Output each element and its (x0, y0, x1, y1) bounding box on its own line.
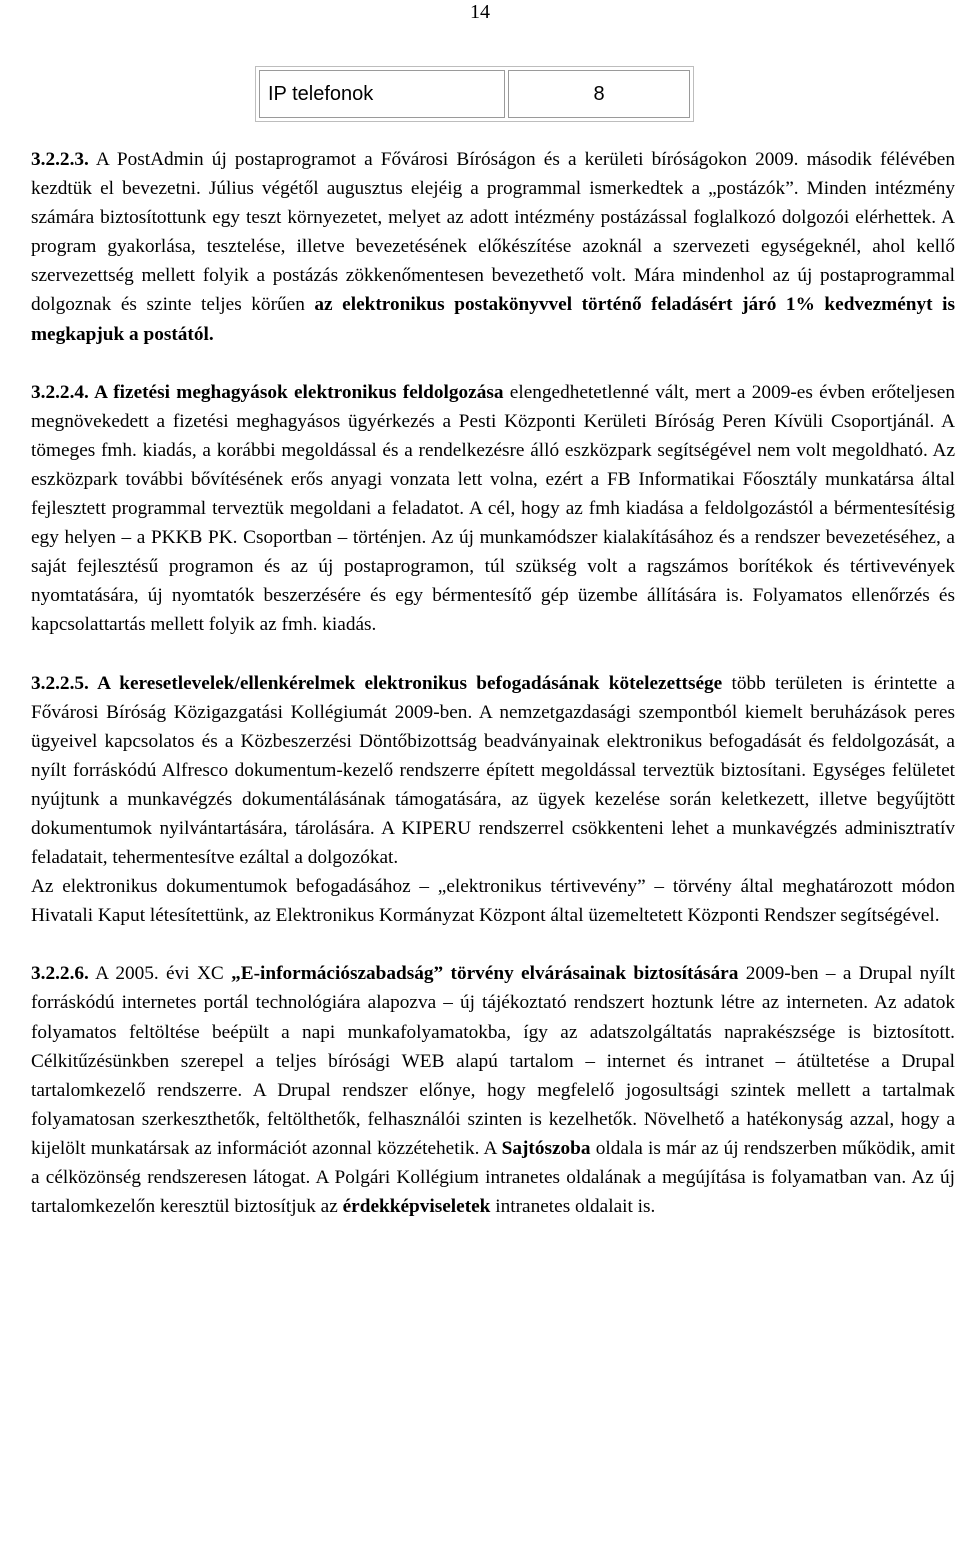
table-cell-label: IP telefonok (259, 70, 505, 118)
section-number: 3.2.2.6. (31, 963, 89, 985)
text-segment: intranetes oldalait is. (490, 1196, 656, 1218)
text-segment: több területen is érintette a Fővárosi Bíróság Közigazgatási Kollégiumát 2009-ben. A nemzetgazdasági szempontból kiemelt beruházások peres ügyeivel kapcsolatos és a Közbeszerzési Döntőbizottság beadványainak elektronikus befogadását és feldolgozását, a nyílt forráskódú Alfresco dokumentum-kezelő rendszerre épített megoldással terveztük biztosítani. Egységes felületet nyújtunk a munkavégzés dokumentálásának támogatására, az ügyek kezelése során keletkezett, illetve begyűjtött dokumentumok nyilvántartására, tárolására. A KIPERU rendszerrel csökkenteni lehet a munkavégzés adminisztratív feladatait, tehermentesítve ezáltal a dolgozókat. (31, 672, 955, 869)
text-segment-bold: „E-információszabadság” törvény elvárásainak biztosítására (231, 963, 739, 985)
text-segment-bold: A fizetési meghagyások elektronikus feldolgozása (88, 381, 504, 403)
page-number: 14 (470, 1, 490, 23)
section-number: 3.2.2.3. (31, 149, 89, 170)
summary-table (255, 66, 694, 122)
text-segment-bold: Sajtószoba (501, 1137, 591, 1159)
document-body (31, 145, 955, 1221)
table-row (259, 70, 690, 118)
text-segment-bold: az elektronikus postakönyvvel történő feladásért járó 1% kedvezményt is megkapjuk a postától. (31, 294, 956, 345)
text-segment: A 2005. évi XC (88, 963, 232, 985)
text-segment: ot a Fővárosi Bíróságon és a kerületi bíróságokon 2009. második félévében kezdtük el bevezetni. Július végétől augusztus elejéig a programmal ismerkedtek a „postázók”. Minden intézmény számára biztosítottunk egy teszt környezetet, melyet az adott intézmény postázással foglalkozó dolgozói elérhettek. A program gyakorlása, tesztelése, illetve bevezetésének előkészítése azoknál a szervezeti egységeknél, ahol kellő szervezettség mellett folyik a postázás zökkenőmentesen bevezethető volt. Mára mindenhol az új postaprogrammal dolgoznak és szinte teljes körűen (31, 149, 955, 316)
section-3-2-2-4 (31, 378, 955, 640)
section-3-2-2-3 (31, 145, 955, 349)
text-segment: PostAdmin új postaprogram (116, 149, 341, 170)
text-segment: oldala is már az új rendszerben működik, amit a célközönség rendszeresen látogat. A Polgári Kollégium intranetes oldalának a megújítása is folyamatban van. Az új tartalomkezelőn keresztül biztosítjuk az (31, 1137, 955, 1218)
text-segment: 2009-ben – a Drupal nyílt forráskódú internetes portál technológiára alapozva – új tájékoztató rendszert hoztunk létre az interneten. Az adatok folyamatos feltöltése beépült a napi munkafolyamatokba, így az adatszolgáltatás naprakészsége is biztosított. Célkitűzésünkben szerepel a teljes bírósági WEB alapú tartalom – internet és intranet – átültetése a Drupal tartalomkezelő rendszerre. A Drupal rendszer előnye, hogy megfelelő jogosultsági szintek mellett a tartalmak folyamatosan szerkeszthetők, feltölthetők, felhasználói szinten is kezelhetők. Növelhető a hatékonyság azzal, hogy a kijelölt munkatársak az információt azonnal közzétehetik. A (31, 963, 955, 1159)
section-number: 3.2.2.5. (31, 672, 89, 694)
section-3-2-2-6 (31, 959, 955, 1221)
text-segment: A (88, 149, 117, 170)
table-cell-value: 8 (508, 70, 690, 118)
text-segment-bold: érdekképviseletek (342, 1196, 491, 1218)
section-3-2-2-5-continuation: Az elektronikus dokumentumok befogadásához – „elektronikus tértivevény” – törvény által meghatározott módon Hivatali Kaput létesítettünk, az Elektronikus Kormányzat Központ által üzemeltetett Központi Rendszer segítségével. (31, 876, 955, 927)
section-number: 3.2.2.4. (31, 381, 89, 403)
text-segment-bold: A keresetlevelek/ellenkérelmek elektronikus befogadásának kötelezettsége (88, 672, 723, 694)
section-3-2-2-5 (31, 669, 955, 873)
text-segment: elengedhetetlenné vált, mert a 2009-es évben erőteljesen megnövekedett a fizetési meghagyásos ügyérkezés a Pesti Központi Kerületi Bíróság Peren Kívüli Csoportjánál. A tömeges fmh. kiadás, a korábbi megoldással és a rendelkezésre álló eszközpark segítségével nem volt megoldható. Az eszközpark további bővítésének erős anyagi vonzata lett volna, ezért a FB Informatikai Főosztály munkatársa által fejlesztett programmal terveztük megoldani a feladatot. A cél, hogy az fmh kiadása a feldolgozástól a bérmentesítésig egy helyen – a PKKB PK. Csoportban – történjen. Az új munkamódszer kialakításához és a rendszer bevezetéséhez, a saját fejlesztésű programon és az új postaprogramon, túl szükség volt a ragszámos borítékok és tértivevények nyomtatására, új nyomtatók beszerzésére és egy bérmentesítő gép üzembe állítására is. Folyamatos ellenőrzés és kapcsolattartás mellett folyik az fmh. kiadás. (31, 381, 955, 636)
